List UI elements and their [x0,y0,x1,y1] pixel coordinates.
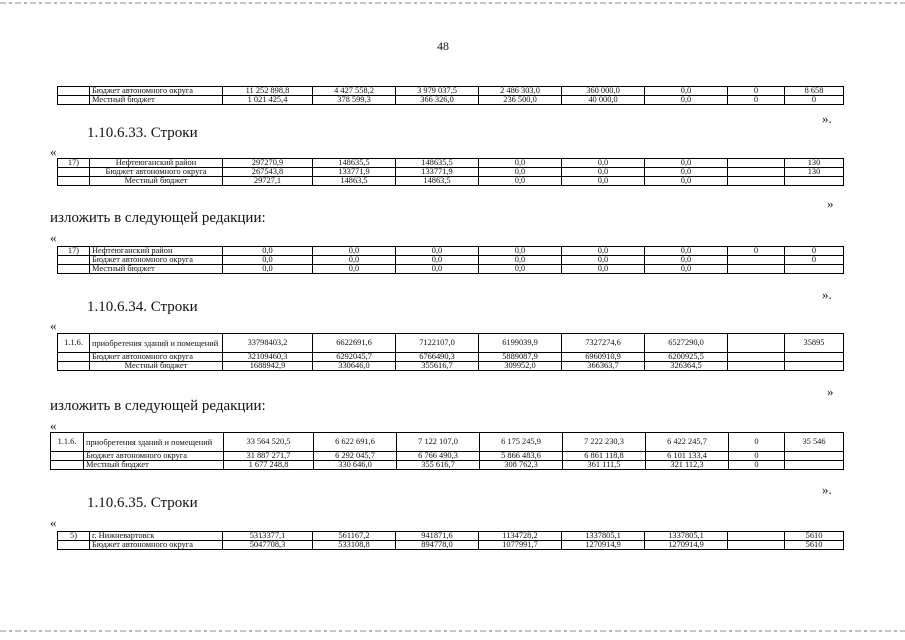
table-cell: 0,0 [645,168,728,177]
table-cell [728,532,785,541]
table-cell [785,461,844,470]
table-cell: 0,0 [313,265,396,274]
table-cell: 0,0 [645,247,728,256]
table-cell: 133771,9 [396,168,479,177]
table-cell: 0,0 [479,168,562,177]
table-row [58,168,844,177]
table-cell: 5313377,1 [223,532,313,541]
table-cell: Местный бюджет [90,96,223,105]
table-cell: 6199039,9 [479,334,562,353]
table-cell: Бюджет автономного округа [84,452,224,461]
table-cell: 6 101 133,4 [646,452,729,461]
table-cell: 0,0 [562,265,645,274]
table-cell: 32109460,3 [223,353,313,362]
opening-quote: « [50,318,57,333]
page-number: 48 [437,39,449,53]
table-cell: 0 [729,452,785,461]
table-cell: 14863,5 [313,177,396,186]
table-cell: приобретения зданий и помещений [90,334,223,353]
table-cell: 321 112,3 [646,461,729,470]
table-cell: 0,0 [562,256,645,265]
table-cell: 6 861 118,8 [563,452,646,461]
table-cell: 0 [729,461,785,470]
table-cell: 0,0 [396,247,479,256]
table-cell: 0,0 [479,177,562,186]
closing-quote: ». [822,287,832,302]
table-row [51,433,844,452]
table-cell: 5610 [785,541,844,550]
table-cell [728,334,785,353]
table-cell: 0,0 [562,168,645,177]
table-cell: 29727,1 [223,177,313,186]
table-cell: 6 175 245,9 [480,433,563,452]
table-row [51,461,844,470]
table-cell: 1 677 248,8 [224,461,314,470]
table-cell: 0 [729,433,785,452]
section-heading-34: 1.10.6.34. Строки [87,299,198,315]
table-cell: 0,0 [479,159,562,168]
table-cell [728,541,785,550]
table-cell: 6292045,7 [313,353,396,362]
replace-label: изложить в следующей редакции: [50,210,266,226]
table-33-new [57,246,844,274]
table-cell: 6 622 691,6 [314,433,397,452]
closing-quote: ». [822,111,832,126]
table-cell: Местный бюджет [90,265,223,274]
table-cell [58,87,90,96]
table-cell: 0,0 [223,256,313,265]
table-cell: 0 [785,256,844,265]
table-cell: 148635,5 [396,159,479,168]
table-cell: 0,0 [562,177,645,186]
table-cell [51,461,84,470]
table-cell: 4 427 558,2 [313,87,396,96]
table-35-old [57,531,844,550]
opening-quote: « [50,515,57,530]
table-cell [58,362,90,371]
table-row [58,177,844,186]
replace-label: изложить в следующей редакции: [50,398,266,414]
table-cell [58,256,90,265]
table-cell: 0,0 [313,256,396,265]
table-cell: 0 [728,87,785,96]
closing-quote: » [827,384,834,399]
table-cell: 0,0 [223,265,313,274]
table-cell: 1.1.6. [58,334,90,353]
table-cell: 1270914,9 [562,541,645,550]
table-cell: 0,0 [645,159,728,168]
table-cell: 1337805,1 [562,532,645,541]
table-cell [58,265,90,274]
table-cell: 366363,7 [562,362,645,371]
scan-top-edge [0,2,905,4]
table-cell: 130 [785,168,844,177]
table-cell: 330 646,0 [314,461,397,470]
table-cell: 0 [785,247,844,256]
table-cell: 0,0 [479,265,562,274]
table-row [58,541,844,550]
table-cell: 0,0 [396,256,479,265]
table-cell [728,353,785,362]
table-cell [728,362,785,371]
table-cell: 267543,8 [223,168,313,177]
table-cell: 330646,0 [313,362,396,371]
table-row [58,159,844,168]
table-cell: 894778,0 [396,541,479,550]
table-cell [785,177,844,186]
table-cell: 0,0 [645,177,728,186]
table-cell: 130 [785,159,844,168]
table-cell [51,452,84,461]
table-cell: 355616,7 [396,362,479,371]
table-34-old [57,333,844,371]
table-cell [785,362,844,371]
table-row [58,256,844,265]
table-cell: 0,0 [645,96,728,105]
table-row [58,265,844,274]
table-cell: 361 111,5 [563,461,646,470]
table-cell: 360 000,0 [562,87,645,96]
table-continuation [57,86,844,105]
table-cell: 6527290,0 [645,334,728,353]
table-row [58,362,844,371]
table-cell: 0,0 [479,247,562,256]
table-cell [728,168,785,177]
table-cell: 0,0 [562,159,645,168]
table-cell [58,96,90,105]
table-cell: Бюджет автономного округа [90,256,223,265]
table-cell: 11 252 898,8 [223,87,313,96]
table-cell: 941871,6 [396,532,479,541]
table-row [58,87,844,96]
table-cell: 5889087,9 [479,353,562,362]
table-cell: 1337805,1 [645,532,728,541]
table-cell: 5610 [785,532,844,541]
table-cell: 561167,2 [313,532,396,541]
table-cell: 33 564 520,5 [224,433,314,452]
table-cell: Местный бюджет [90,362,223,371]
table-cell: 6 766 490,3 [397,452,480,461]
table-cell: 35 546 [785,433,844,452]
table-cell [58,353,90,362]
table-cell: 7 122 107,0 [397,433,480,452]
table-cell: 33798403,2 [223,334,313,353]
table-cell [785,265,844,274]
table-cell: 40 000,0 [562,96,645,105]
table-cell: Бюджет автономного округа [90,168,223,177]
table-row [58,334,844,353]
table-cell: 0,0 [396,265,479,274]
table-cell: 366 326,0 [396,96,479,105]
table-cell: 7327274,6 [562,334,645,353]
table-cell [785,353,844,362]
opening-quote: « [50,144,57,159]
opening-quote: « [50,230,57,245]
table-cell: 6766490,3 [396,353,479,362]
table-row [58,247,844,256]
section-heading-33: 1.10.6.33. Строки [87,125,198,141]
table-cell: 2 486 303,0 [479,87,562,96]
table-row [58,532,844,541]
table-cell: 1077991,7 [479,541,562,550]
table-row [58,353,844,362]
table-cell: 5 866 483,6 [480,452,563,461]
table-cell: 7 222 230,3 [563,433,646,452]
table-cell: 14863,5 [396,177,479,186]
table-cell: 378 599,3 [313,96,396,105]
table-cell [728,159,785,168]
table-33-old [57,158,844,186]
table-cell [58,541,90,550]
table-cell: 6622691,6 [313,334,396,353]
table-cell: г. Нижневартовск [90,532,223,541]
table-cell: 0,0 [562,247,645,256]
table-cell: 355 616,7 [397,461,480,470]
table-cell: 31 887 271,7 [224,452,314,461]
table-cell: 148635,5 [313,159,396,168]
table-cell: 5) [58,532,90,541]
table-cell: 1134728,2 [479,532,562,541]
table-cell: приобретения зданий и помещений [84,433,224,452]
table-cell: 0,0 [479,256,562,265]
table-cell: 0,0 [313,247,396,256]
table-cell: 8 658 [785,87,844,96]
table-cell [728,265,785,274]
table-cell: 5047708,3 [223,541,313,550]
table-34-new [50,432,844,470]
table-cell: 0,0 [645,87,728,96]
table-cell: 0 [785,96,844,105]
table-cell: Местный бюджет [90,177,223,186]
table-cell: 309952,0 [479,362,562,371]
table-cell: 0 [728,96,785,105]
table-cell: 0,0 [645,256,728,265]
section-heading-35: 1.10.6.35. Строки [87,495,198,511]
table-cell: 6 422 245,7 [646,433,729,452]
opening-quote: « [50,418,57,433]
table-cell: Бюджет автономного округа [90,541,223,550]
scan-bottom-edge [0,630,905,632]
closing-quote: » [827,196,834,211]
table-cell: 35895 [785,334,844,353]
table-cell: Нефтеюганский район [90,159,223,168]
table-cell: 1 021 425,4 [223,96,313,105]
table-cell: 0,0 [223,247,313,256]
table-cell: 133771,9 [313,168,396,177]
table-cell: 6200925,5 [645,353,728,362]
table-cell [728,256,785,265]
table-cell: 308 762,3 [480,461,563,470]
table-cell: 533108,8 [313,541,396,550]
table-cell: Бюджет автономного округа [90,353,223,362]
closing-quote: ». [822,482,832,497]
table-cell [58,168,90,177]
table-cell: 3 979 037,5 [396,87,479,96]
table-cell [728,177,785,186]
table-row [51,452,844,461]
table-cell: 6 292 045,7 [314,452,397,461]
table-cell [58,177,90,186]
table-cell [785,452,844,461]
table-cell: 1688942,9 [223,362,313,371]
table-cell: 236 500,0 [479,96,562,105]
table-cell: 1.1.6. [51,433,84,452]
table-cell: 6960910,9 [562,353,645,362]
table-cell: 297270,9 [223,159,313,168]
table-cell: Нефтеюганский район [90,247,223,256]
table-row [58,96,844,105]
table-cell: 326364,5 [645,362,728,371]
table-cell: Бюджет автономного округа [90,87,223,96]
table-cell: 17) [58,247,90,256]
table-cell: 1270914,9 [645,541,728,550]
table-cell: 17) [58,159,90,168]
table-cell: 7122107,0 [396,334,479,353]
table-cell: 0 [728,247,785,256]
table-cell: Местный бюджет [84,461,224,470]
table-cell: 0,0 [645,265,728,274]
